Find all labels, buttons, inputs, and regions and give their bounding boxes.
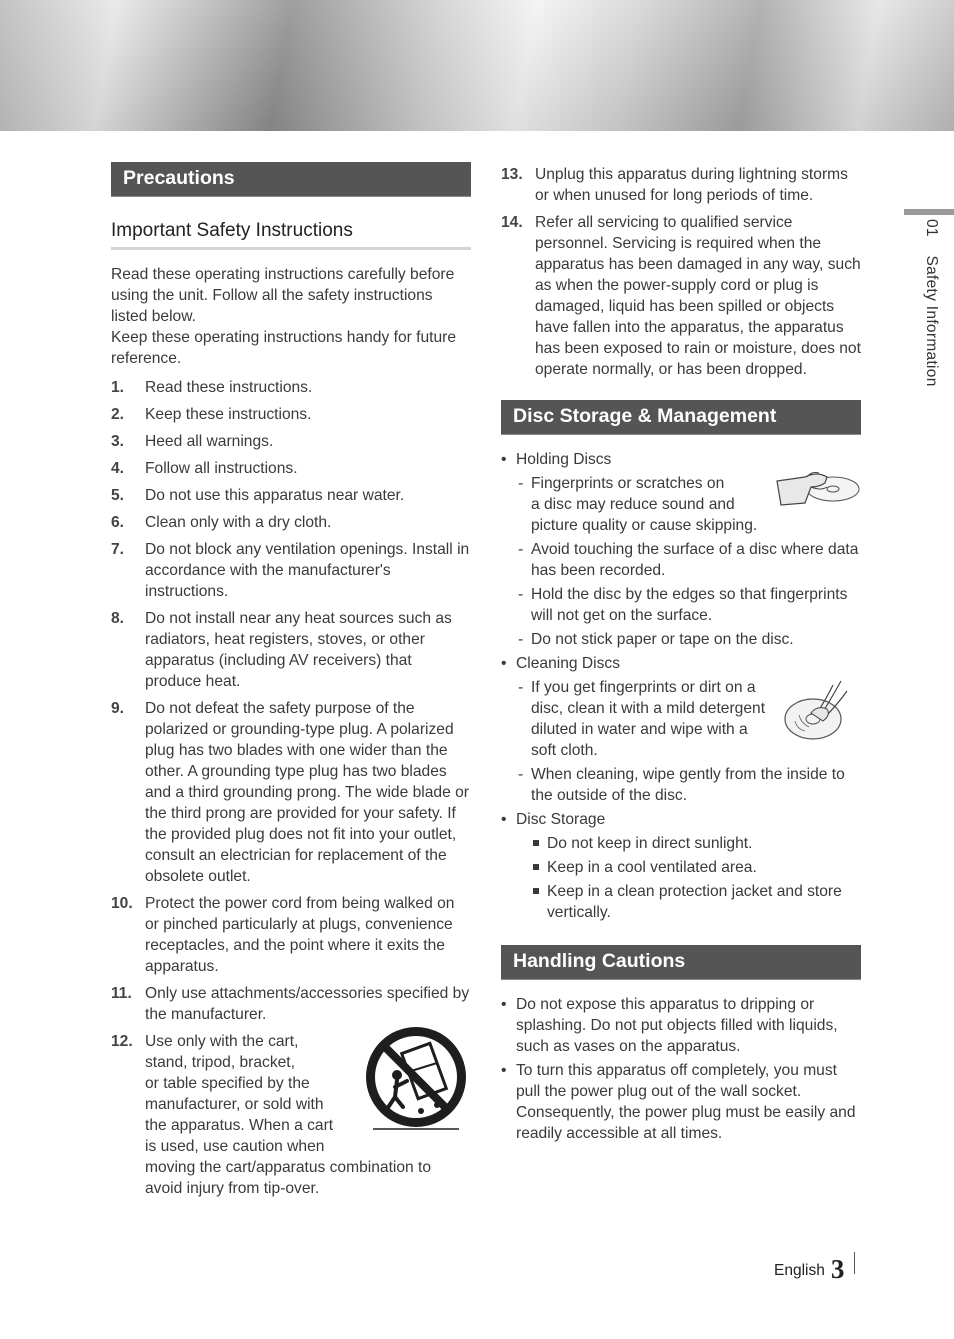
item-text: Protect the power cord from being walked on or pinched particularly at plugs, convenience receptacles, and the point where it exits the apparatus. xyxy=(145,895,455,975)
footer-divider xyxy=(854,1252,855,1274)
item-text: Heed all warnings. xyxy=(145,433,274,450)
list-item xyxy=(516,677,861,761)
section-title: Safety Information xyxy=(923,255,940,387)
cleaning-discs-label: Cleaning Discs xyxy=(516,655,621,672)
instruction-item xyxy=(111,893,471,977)
intro-paragraph: Read these operating instructions carefully before using the unit. Follow all the safety instructions listed below. xyxy=(111,266,455,325)
fingerprint-line: picture quality or cause skipping. xyxy=(531,517,758,534)
instruction-item xyxy=(111,485,471,506)
item-text: Do not use this apparatus near water. xyxy=(145,487,405,504)
safety-instructions-list xyxy=(111,377,471,1025)
item-text: Clean only with a dry cloth. xyxy=(145,514,332,531)
section-number: 01 xyxy=(923,219,940,237)
cleaning-discs-sublist-more xyxy=(516,764,861,806)
item-text: Read these instructions. xyxy=(145,379,313,396)
instruction-item xyxy=(111,698,471,887)
item-12-line: manufacturer, or sold with xyxy=(145,1096,324,1113)
item-number: 1. xyxy=(111,379,125,396)
disc-storage-sublist xyxy=(516,833,861,923)
instruction-item xyxy=(501,164,861,206)
instruction-item xyxy=(111,404,471,425)
item-number: 9. xyxy=(111,700,125,717)
handling-cautions-heading: Handling Cautions xyxy=(501,945,861,980)
item-text: Follow all instructions. xyxy=(145,460,298,477)
footer-language: English xyxy=(774,1262,825,1279)
fingerprint-line: Fingerprints or scratches on xyxy=(531,475,725,492)
item-12-line: or table specified by the xyxy=(145,1075,310,1092)
list-item xyxy=(516,473,861,536)
instruction-item xyxy=(111,539,471,602)
item-text: Do not install near any heat sources such as radiators, heat registers, stoves, or other apparatus (including AV receivers) that produce heat. xyxy=(145,610,452,690)
item-number: 2. xyxy=(111,406,125,423)
list-item: Keep in a cool ventilated area. xyxy=(516,857,861,878)
intro-paragraph: Keep these operating instructions handy for future reference. xyxy=(111,329,457,367)
cleaning-line: diluted in water and wipe with a xyxy=(531,721,748,738)
item-number: 10. xyxy=(111,895,133,912)
page-number: 3 xyxy=(830,1254,845,1284)
instruction-item xyxy=(111,608,471,692)
item-text: Refer all servicing to qualified service personnel. Servicing is required when the apparatus has been damaged in any way, such as when the power-supply cord or plug is damaged, liquid has been spilled or objects have fallen into the apparatus, the apparatus has been exposed to rain or moisture, does not operate normally, or has been dropped. xyxy=(535,214,861,378)
item-number: 14. xyxy=(501,214,523,231)
item-text: Do not defeat the safety purpose of the polarized or grounding-type plug. A polarized plug has two blades with one wider than the other. A grounding type plug has two blades and a third grounding prong. The wide blade or the third prong are provided for your safety. If the provided plug does not fit into your outlet, consult an electrician for replacement of the obsolete outlet. xyxy=(145,700,469,885)
disc-storage-item xyxy=(501,809,861,923)
precautions-heading: Precautions xyxy=(111,162,471,197)
item-12-line: Use only with the cart, xyxy=(145,1033,299,1050)
list-item: - Do not stick paper or tape on the disc. xyxy=(516,629,861,650)
instruction-item xyxy=(501,212,861,380)
hand-holding-disc-icon xyxy=(775,467,861,513)
list-item: • Do not expose this apparatus to dripping or splashing. Do not put objects filled with liquids, such as vases on the apparatus. xyxy=(501,994,861,1057)
item-number: 13. xyxy=(501,166,523,183)
handling-cautions-list xyxy=(501,994,861,1144)
item-12-line: stand, tripod, bracket, xyxy=(145,1054,295,1071)
cleaning-line: disc, clean it with a mild detergent xyxy=(531,700,766,717)
disc-storage-label: Disc Storage xyxy=(516,811,606,828)
right-column xyxy=(501,162,861,1147)
section-side-label xyxy=(922,219,940,387)
list-item: - Avoid touching the surface of a disc where data has been recorded. xyxy=(516,539,861,581)
list-item: Do not keep in direct sunlight. xyxy=(516,833,861,854)
cleaning-line: soft cloth. xyxy=(531,742,598,759)
page-footer xyxy=(774,1252,855,1282)
fingerprint-line: a disc may reduce sound and xyxy=(531,496,735,513)
item-number: 6. xyxy=(111,514,125,531)
item-number: 12. xyxy=(111,1033,133,1050)
item-number: 11. xyxy=(111,985,132,1002)
safety-instructions-list-continued xyxy=(501,164,861,380)
intro-text xyxy=(111,264,471,369)
list-item: - When cleaning, wipe gently from the inside to the outside of the disc. xyxy=(516,764,861,806)
item-number: 5. xyxy=(111,487,125,504)
holding-discs-label: Holding Discs xyxy=(516,451,612,468)
item-12-line: the apparatus. When a cart xyxy=(145,1117,334,1134)
instruction-item xyxy=(111,458,471,479)
item-text: Keep these instructions. xyxy=(145,406,312,423)
instruction-item xyxy=(111,431,471,452)
cleaning-discs-item xyxy=(501,653,861,806)
left-column xyxy=(111,162,471,1199)
list-item: - Hold the disc by the edges so that fingerprints will not get on the surface. xyxy=(516,584,861,626)
item-text: Do not block any ventilation openings. Install in accordance with the manufacturer's instructions. xyxy=(145,541,470,600)
list-item: Keep in a clean protection jacket and store vertically. xyxy=(516,881,861,923)
instruction-item xyxy=(111,377,471,398)
disc-cleaning-icon xyxy=(781,675,851,743)
cart-tip-over-warning-icon xyxy=(361,1025,471,1137)
item-12-line: is used, use caution when xyxy=(145,1138,325,1155)
item-number: 7. xyxy=(111,541,125,558)
instruction-item-12 xyxy=(111,1031,471,1199)
cleaning-line: If you get fingerprints or dirt on a xyxy=(531,679,756,696)
item-number: 4. xyxy=(111,460,125,477)
holding-discs-item xyxy=(501,449,861,650)
holding-discs-sublist-more xyxy=(516,539,861,650)
section-tab-marker xyxy=(904,209,954,215)
cleaning-discs-sublist xyxy=(516,677,861,761)
item-12-tail: moving the cart/apparatus combination to avoid injury from tip-over. xyxy=(145,1159,432,1197)
disc-management-list xyxy=(501,449,861,923)
item-text: Unplug this apparatus during lightning storms or when unused for long periods of time. xyxy=(535,166,848,204)
instruction-item xyxy=(111,983,471,1025)
item-number: 8. xyxy=(111,610,125,627)
list-item: • To turn this apparatus off completely, you must pull the power plug out of the wall socket. Consequently, the power plug must be easily and readily accessible at all times. xyxy=(501,1060,861,1144)
item-text: Only use attachments/accessories specified by the manufacturer. xyxy=(145,985,470,1023)
safety-instructions-subheading: Important Safety Instructions xyxy=(111,219,471,250)
item-number: 3. xyxy=(111,433,125,450)
instruction-item xyxy=(111,512,471,533)
header-banner xyxy=(0,0,954,131)
disc-storage-heading: Disc Storage & Management xyxy=(501,400,861,435)
holding-discs-sublist xyxy=(516,473,861,536)
